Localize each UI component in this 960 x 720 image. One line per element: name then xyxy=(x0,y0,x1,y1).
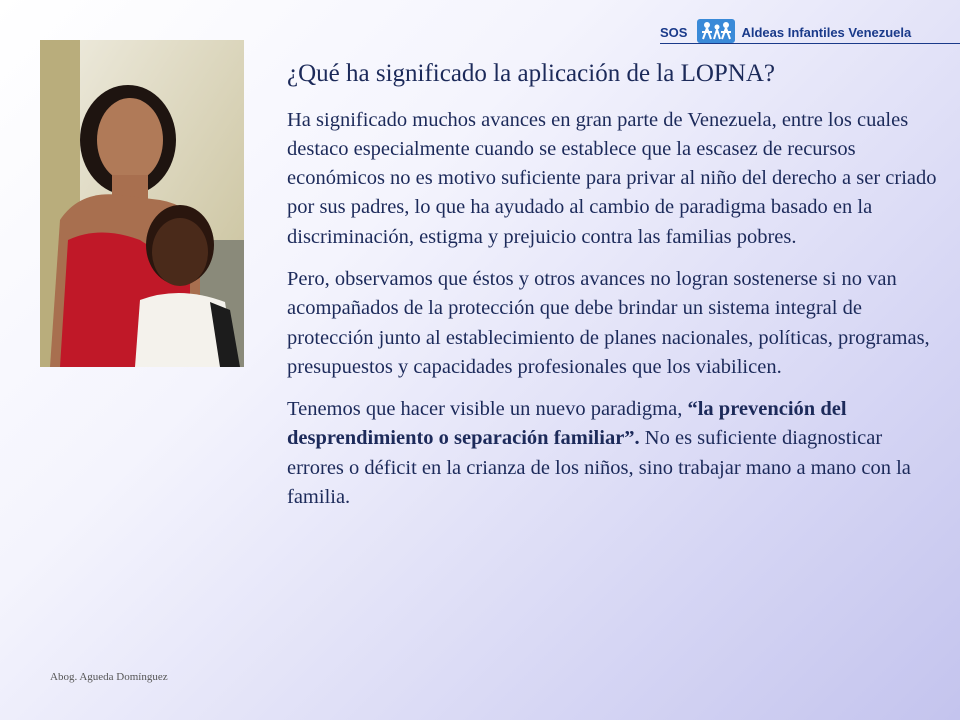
paragraph-3-end: No es suficiente diagnosticar errores o déficit en la crianza de los niños, sino trabajar mano a mano con la familia. xyxy=(287,427,911,509)
paragraph-3 xyxy=(287,395,937,512)
photo-illustration xyxy=(40,40,244,367)
children-family-logo-icon xyxy=(697,19,735,43)
mother-and-son-photo xyxy=(40,40,244,367)
page-title: ¿Qué ha significado la aplicación de la LOPNA? xyxy=(287,60,776,87)
org-name: Aldeas Infantiles Venezuela xyxy=(741,25,912,40)
header-brand xyxy=(660,14,960,44)
author-footer: Abog. Agueda Domínguez xyxy=(50,671,168,683)
paragraph-2: Pero, observamos que éstos y otros avances no logran sostenerse si no van acompañados de la protección que debe brindar un sistema integral de protección junto al establecimiento de planes nacionales, políticas, programas, presupuestos y capacidades profesionales que los viabilicen. xyxy=(287,267,930,378)
paragraph-3-bold: “la prevención del desprendimiento o separación familiar”. xyxy=(287,398,847,450)
paragraph-1: Ha significado muchos avances en gran parte de Venezuela, entre los cuales destaco especialmente cuando se establece que la escasez de recursos económicos no es motivo suficiente para privar al niño del derecho a ser criado por sus padres, lo que ha ayudado al cambio de paradigma basado en la discriminación, estigma y prejuicio contra las familias pobres. xyxy=(287,108,937,248)
main-content xyxy=(287,60,937,525)
paragraph-3-start: Tenemos que hacer visible un nuevo paradigma, xyxy=(287,398,688,421)
sos-label: SOS xyxy=(660,25,688,40)
